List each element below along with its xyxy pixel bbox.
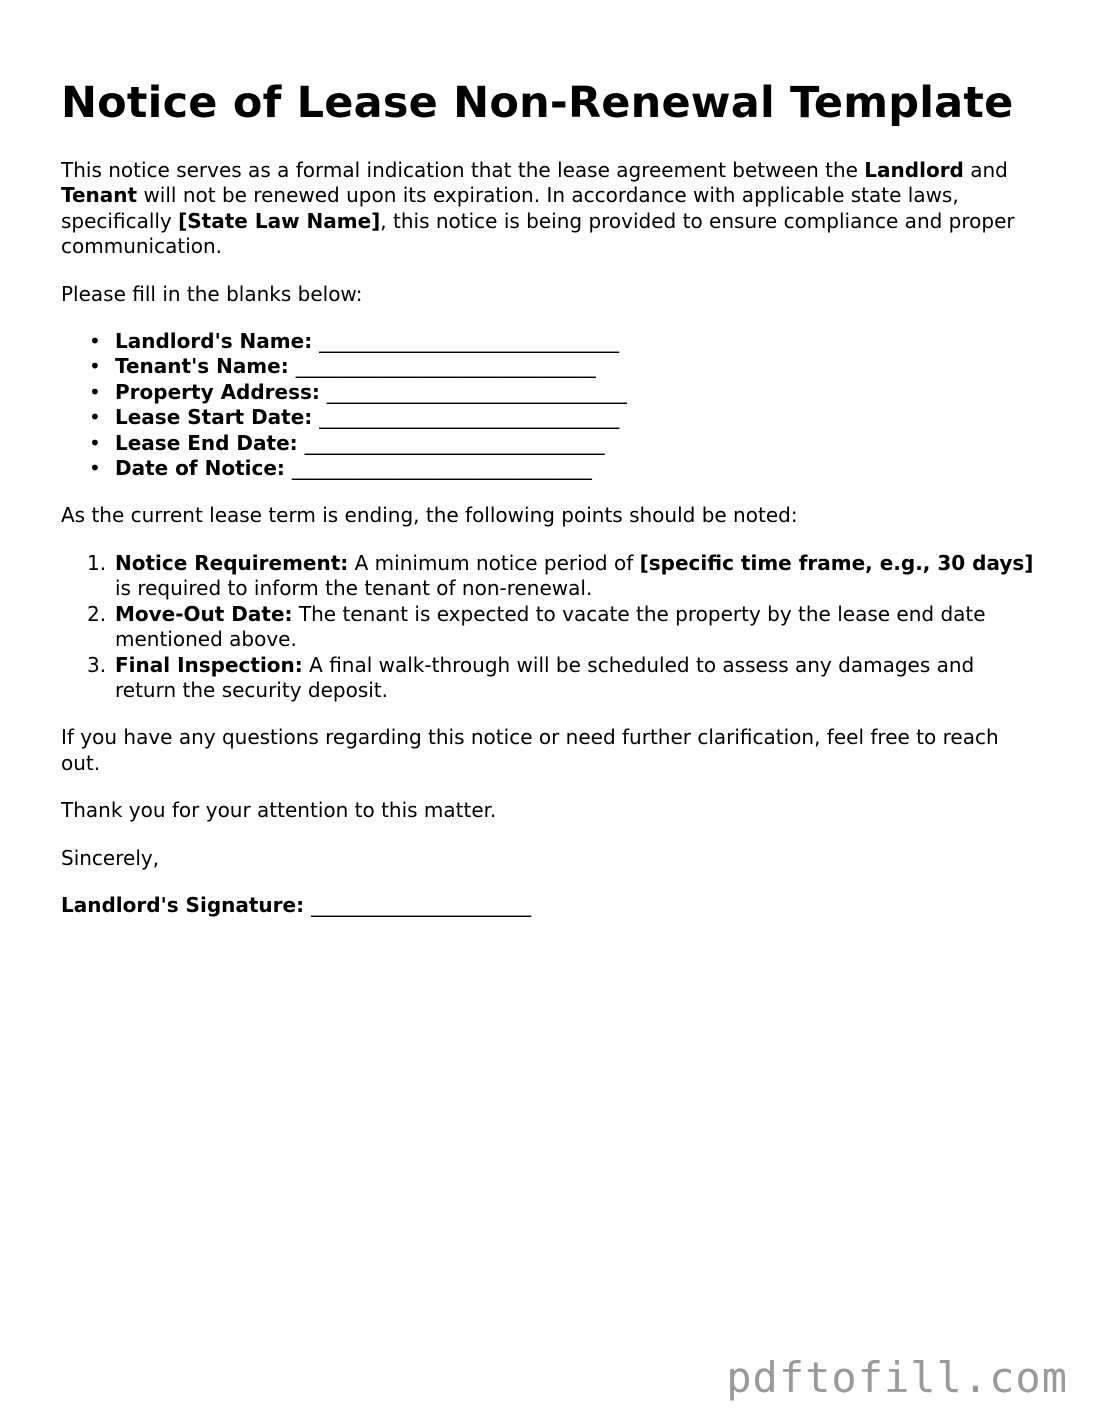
intro-text-3: will not be renewed upon its expiration. In accordance with applicable state laws, specifically xyxy=(61,183,959,233)
field-label: Date of Notice: xyxy=(115,456,285,481)
item-number: 1. xyxy=(87,550,107,575)
points-intro: As the current lease term is ending, the following points should be noted: xyxy=(61,503,798,528)
signature-line xyxy=(61,893,1041,918)
list-item xyxy=(87,601,1041,653)
closing: Sincerely, xyxy=(61,845,160,870)
point-label: Notice Requirement: xyxy=(115,550,349,575)
blank-line[interactable]: ______________________________ xyxy=(295,354,596,379)
bullet-icon: • xyxy=(89,430,101,455)
item-number: 3. xyxy=(87,652,107,677)
field-label: Property Address: xyxy=(115,379,320,404)
intro-text-4: , this notice is being provided to ensure compliance and proper communication. xyxy=(61,208,1015,259)
point-label: Move-Out Date: xyxy=(115,601,293,626)
bullet-icon: • xyxy=(89,329,101,354)
blank-fields-list xyxy=(61,329,1041,481)
list-item xyxy=(89,405,1041,430)
list-item xyxy=(89,456,1041,481)
questions-paragraph: If you have any questions regarding this notice or need further clarification, feel free to reach out. xyxy=(61,725,999,775)
bullet-icon: • xyxy=(89,354,101,379)
point-text: The tenant is expected to vacate the property by the lease end date mentioned above. xyxy=(115,601,986,652)
fill-prompt: Please fill in the blanks below: xyxy=(61,281,363,306)
point-bold-text: [specific time frame, e.g., 30 days] xyxy=(639,550,1034,575)
intro-landlord: Landlord xyxy=(864,158,964,182)
field-label: Lease Start Date: xyxy=(115,405,313,430)
thanks-paragraph: Thank you for your attention to this matter. xyxy=(61,798,497,823)
page-title: Notice of Lease Non-Renewal Template xyxy=(61,78,1014,128)
intro-text-2: and xyxy=(963,158,1008,182)
document-page xyxy=(61,72,1041,918)
field-label: Landlord's Name: xyxy=(115,329,313,354)
blank-line[interactable]: ______________________________ xyxy=(319,405,620,430)
blank-line[interactable]: ______________________________ xyxy=(326,379,627,404)
list-item xyxy=(89,354,1041,379)
blank-line[interactable]: ______________________________ xyxy=(319,329,620,354)
blank-line[interactable]: ______________________________ xyxy=(291,456,592,481)
bullet-icon: • xyxy=(89,379,101,404)
intro-text-1: This notice serves as a formal indication that the lease agreement between the xyxy=(61,158,865,182)
point-label: Final Inspection: xyxy=(115,652,303,677)
field-label: Lease End Date: xyxy=(115,430,298,455)
watermark: pdftofill.com xyxy=(726,1353,1068,1402)
field-label: Tenant's Name: xyxy=(115,354,289,379)
list-item xyxy=(89,329,1041,354)
list-item xyxy=(89,379,1041,405)
list-item xyxy=(89,430,1041,456)
list-item xyxy=(87,550,1041,602)
intro-tenant: Tenant xyxy=(61,183,138,208)
intro-state-law: [State Law Name] xyxy=(178,208,381,233)
bullet-icon: • xyxy=(89,405,101,430)
point-text: A minimum notice period of xyxy=(348,550,640,575)
bullet-icon: • xyxy=(89,456,101,481)
points-list xyxy=(61,551,1041,703)
point-text: A final walk-through will be scheduled to assess any damages and return the security deposit. xyxy=(115,652,975,702)
signature-blank[interactable]: ______________________ xyxy=(311,892,532,917)
intro-paragraph xyxy=(61,158,1041,260)
signature-label: Landlord's Signature: xyxy=(61,892,305,917)
blank-line[interactable]: ______________________________ xyxy=(304,430,605,455)
item-number: 2. xyxy=(87,601,107,626)
point-text-2: is required to inform the tenant of non-renewal. xyxy=(115,576,593,601)
list-item xyxy=(87,652,1041,704)
